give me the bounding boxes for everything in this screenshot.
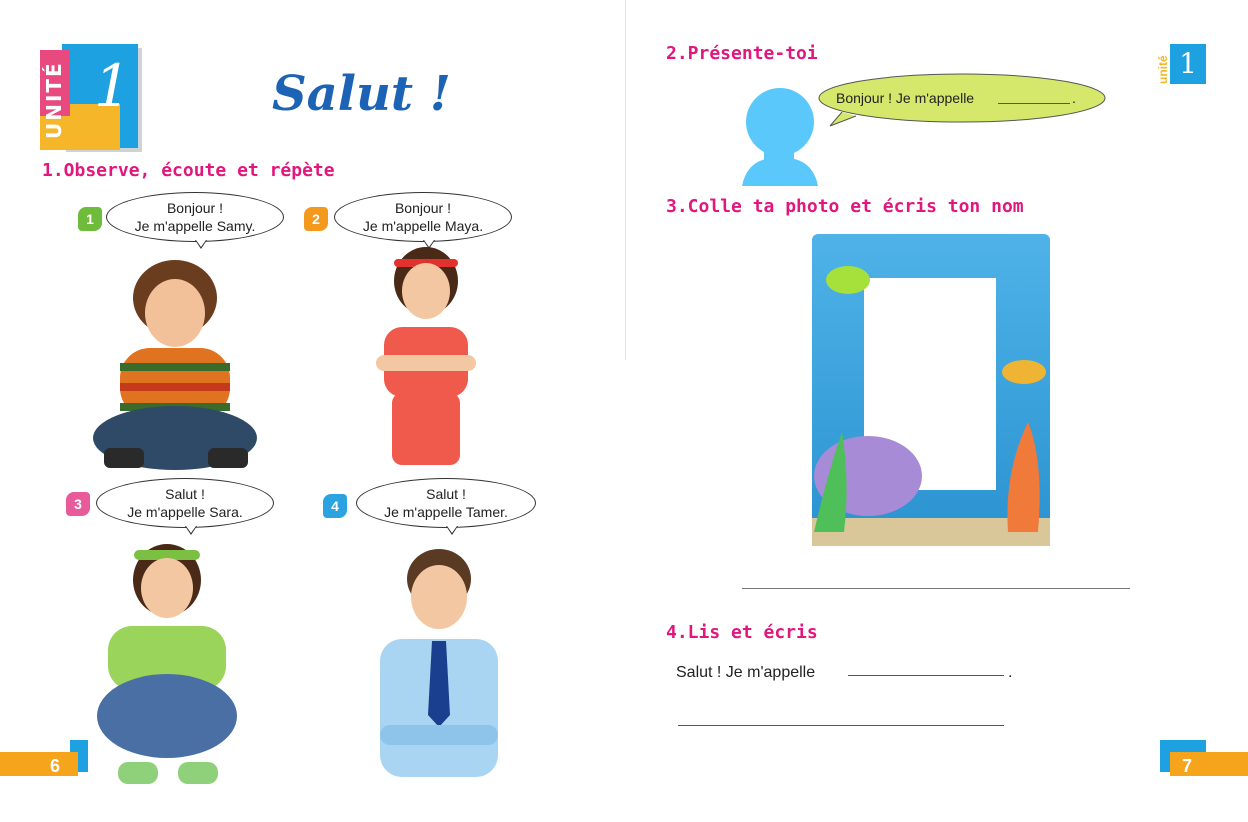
speech-bubble-2 [334, 192, 512, 242]
bubble-tail-inner [447, 526, 457, 533]
number-badge-2: 2 [304, 207, 328, 231]
unit-number: 1 [94, 52, 131, 120]
section2-title: 2.Présente-toi [666, 43, 818, 64]
presente-bubble-text: Bonjour ! Je m'appelle [836, 90, 975, 106]
section1-title: 1.Observe, écoute et répète [42, 160, 335, 181]
speech-bubble-4 [356, 478, 536, 528]
bubble-tail-inner [196, 240, 206, 247]
unit-word-right: unité [1156, 55, 1170, 84]
bubble-1-line2: Je m'appelle Samy. [134, 218, 256, 234]
bubble-4-line2: Je m'appelle Tamer. [384, 504, 508, 520]
bubble-3-line2: Je m'appelle Sara. [127, 504, 243, 520]
speech-bubble-3 [96, 478, 274, 528]
presente-period: . [1072, 90, 1076, 106]
section4-period: . [1008, 664, 1013, 681]
speech-bubble-1 [106, 192, 284, 242]
presente-blank[interactable] [998, 103, 1070, 104]
photo-girl-sara [82, 540, 252, 790]
unit-badge-left [40, 44, 138, 150]
section4-blank[interactable] [848, 675, 1004, 676]
section4-prompt: Salut ! Je m'appelle [676, 664, 816, 681]
bubble-2-line1: Bonjour ! [394, 200, 452, 216]
unit-word: UNITÉ [42, 61, 66, 139]
page-divider [625, 0, 626, 360]
photo-boy-samy [90, 258, 260, 472]
bubble-3-line1: Salut ! [165, 486, 205, 502]
number-badge-3: 3 [66, 492, 90, 516]
bubble-1-line1: Bonjour ! [166, 200, 224, 216]
page-number-bar-left [0, 752, 78, 776]
number-badge-1: 1 [78, 207, 102, 231]
page-title: Salut ! [272, 66, 451, 122]
bubble-4-line1: Salut ! [426, 486, 466, 502]
name-write-line[interactable] [742, 588, 1130, 589]
bubble-tail-inner [186, 526, 196, 533]
bubble-2-line2: Je m'appelle Maya. [362, 218, 484, 234]
section4-title: 4.Lis et écris [666, 622, 818, 643]
unit-number-right: 1 [1170, 44, 1206, 84]
page-number-right: 7 [1182, 756, 1193, 776]
photo-frame-fish[interactable] [808, 232, 1056, 548]
page-number-left: 6 [50, 756, 61, 776]
photo-boy-tamer [372, 545, 506, 777]
section3-title: 3.Colle ta photo et écris ton nom [666, 196, 1024, 217]
photo-girl-maya [370, 245, 482, 471]
section4-write-line[interactable] [678, 725, 1004, 726]
unit-badge-right [1156, 44, 1206, 84]
number-badge-4: 4 [323, 494, 347, 518]
silhouette-icon [742, 86, 818, 186]
